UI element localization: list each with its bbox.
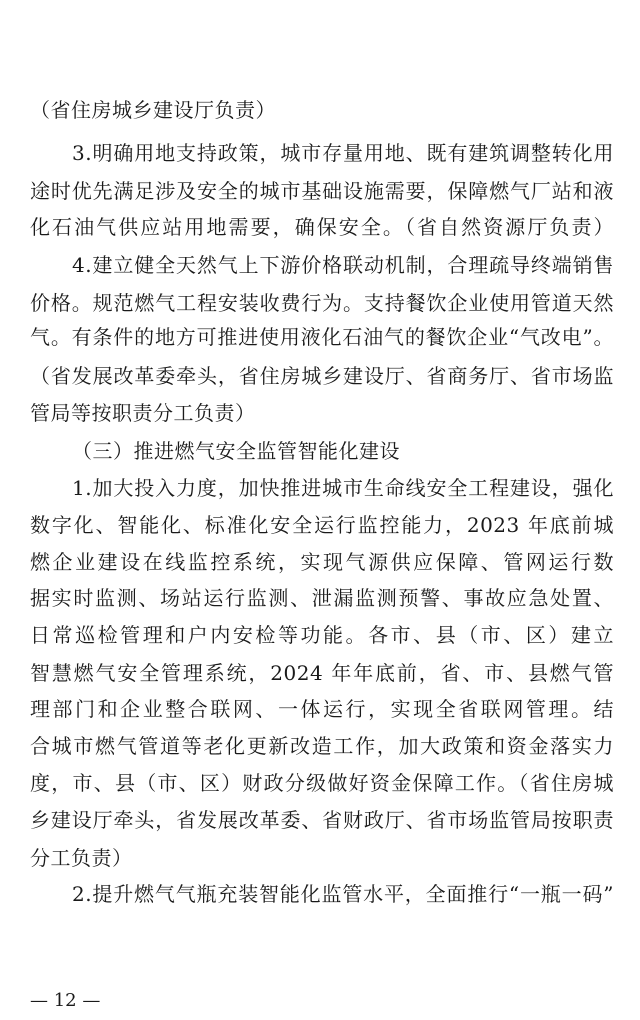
text-line: 合城市燃气管道等老化更新改造工作，加大政策和资金落实力: [30, 734, 614, 758]
text-line: 理部门和企业整合联网、一体运行，实现全省联网管理。结: [30, 697, 614, 721]
text-line: 据实时监测、场站运行监测、泄漏监测预警、事故应急处置、: [30, 586, 614, 610]
page-number: — 12 —: [30, 990, 101, 1011]
text-line: 数字化、智能化、标准化安全运行监控能力，2023 年底前城: [30, 513, 614, 537]
text-line: 管局等按职责分工负责）: [30, 401, 256, 425]
text-line: 3.明确用地支持政策，城市存量用地、既有建筑调整转化用: [72, 141, 614, 165]
text-line: 价格。规范燃气工程安装收费行为。支持餐饮企业使用管道天然: [30, 291, 614, 315]
text-line: 日常巡检管理和户内安检等功能。各市、县（市、区）建立: [30, 623, 614, 647]
text-line: 2.提升燃气气瓶充装智能化监管水平，全面推行“一瓶一码”: [72, 882, 614, 906]
text-line: 化石油气供应站用地需要，确保安全。（省自然资源厅负责）: [30, 215, 614, 239]
text-line: （省住房城乡建设厅负责）: [30, 98, 276, 122]
text-line: 1.加大投入力度，加快推进城市生命线安全工程建设，强化: [72, 476, 614, 500]
section-heading: （三）推进燃气安全监管智能化建设: [72, 439, 400, 463]
text-line: 乡建设厅牵头，省发展改革委、省财政厅、省市场监管局按职责: [30, 808, 614, 832]
text-line: （省发展改革委牵头，省住房城乡建设厅、省商务厅、省市场监: [30, 364, 614, 388]
text-line: 4.建立健全天然气上下游价格联动机制，合理疏导终端销售: [72, 253, 614, 277]
text-line: 途时优先满足涉及安全的城市基础设施需要，保障燃气厂站和液: [30, 179, 614, 203]
text-line: 气。有条件的地方可推进使用液化石油气的餐饮企业“气改电”。: [30, 325, 614, 349]
text-line: 智慧燃气安全管理系统，2024 年年底前，省、市、县燃气管: [30, 661, 614, 685]
text-line: 度，市、县（市、区）财政分级做好资金保障工作。（省住房城: [30, 771, 614, 795]
text-line: 分工负责）: [30, 846, 133, 870]
text-line: 燃企业建设在线监控系统，实现气源供应保障、管网运行数: [30, 550, 614, 574]
